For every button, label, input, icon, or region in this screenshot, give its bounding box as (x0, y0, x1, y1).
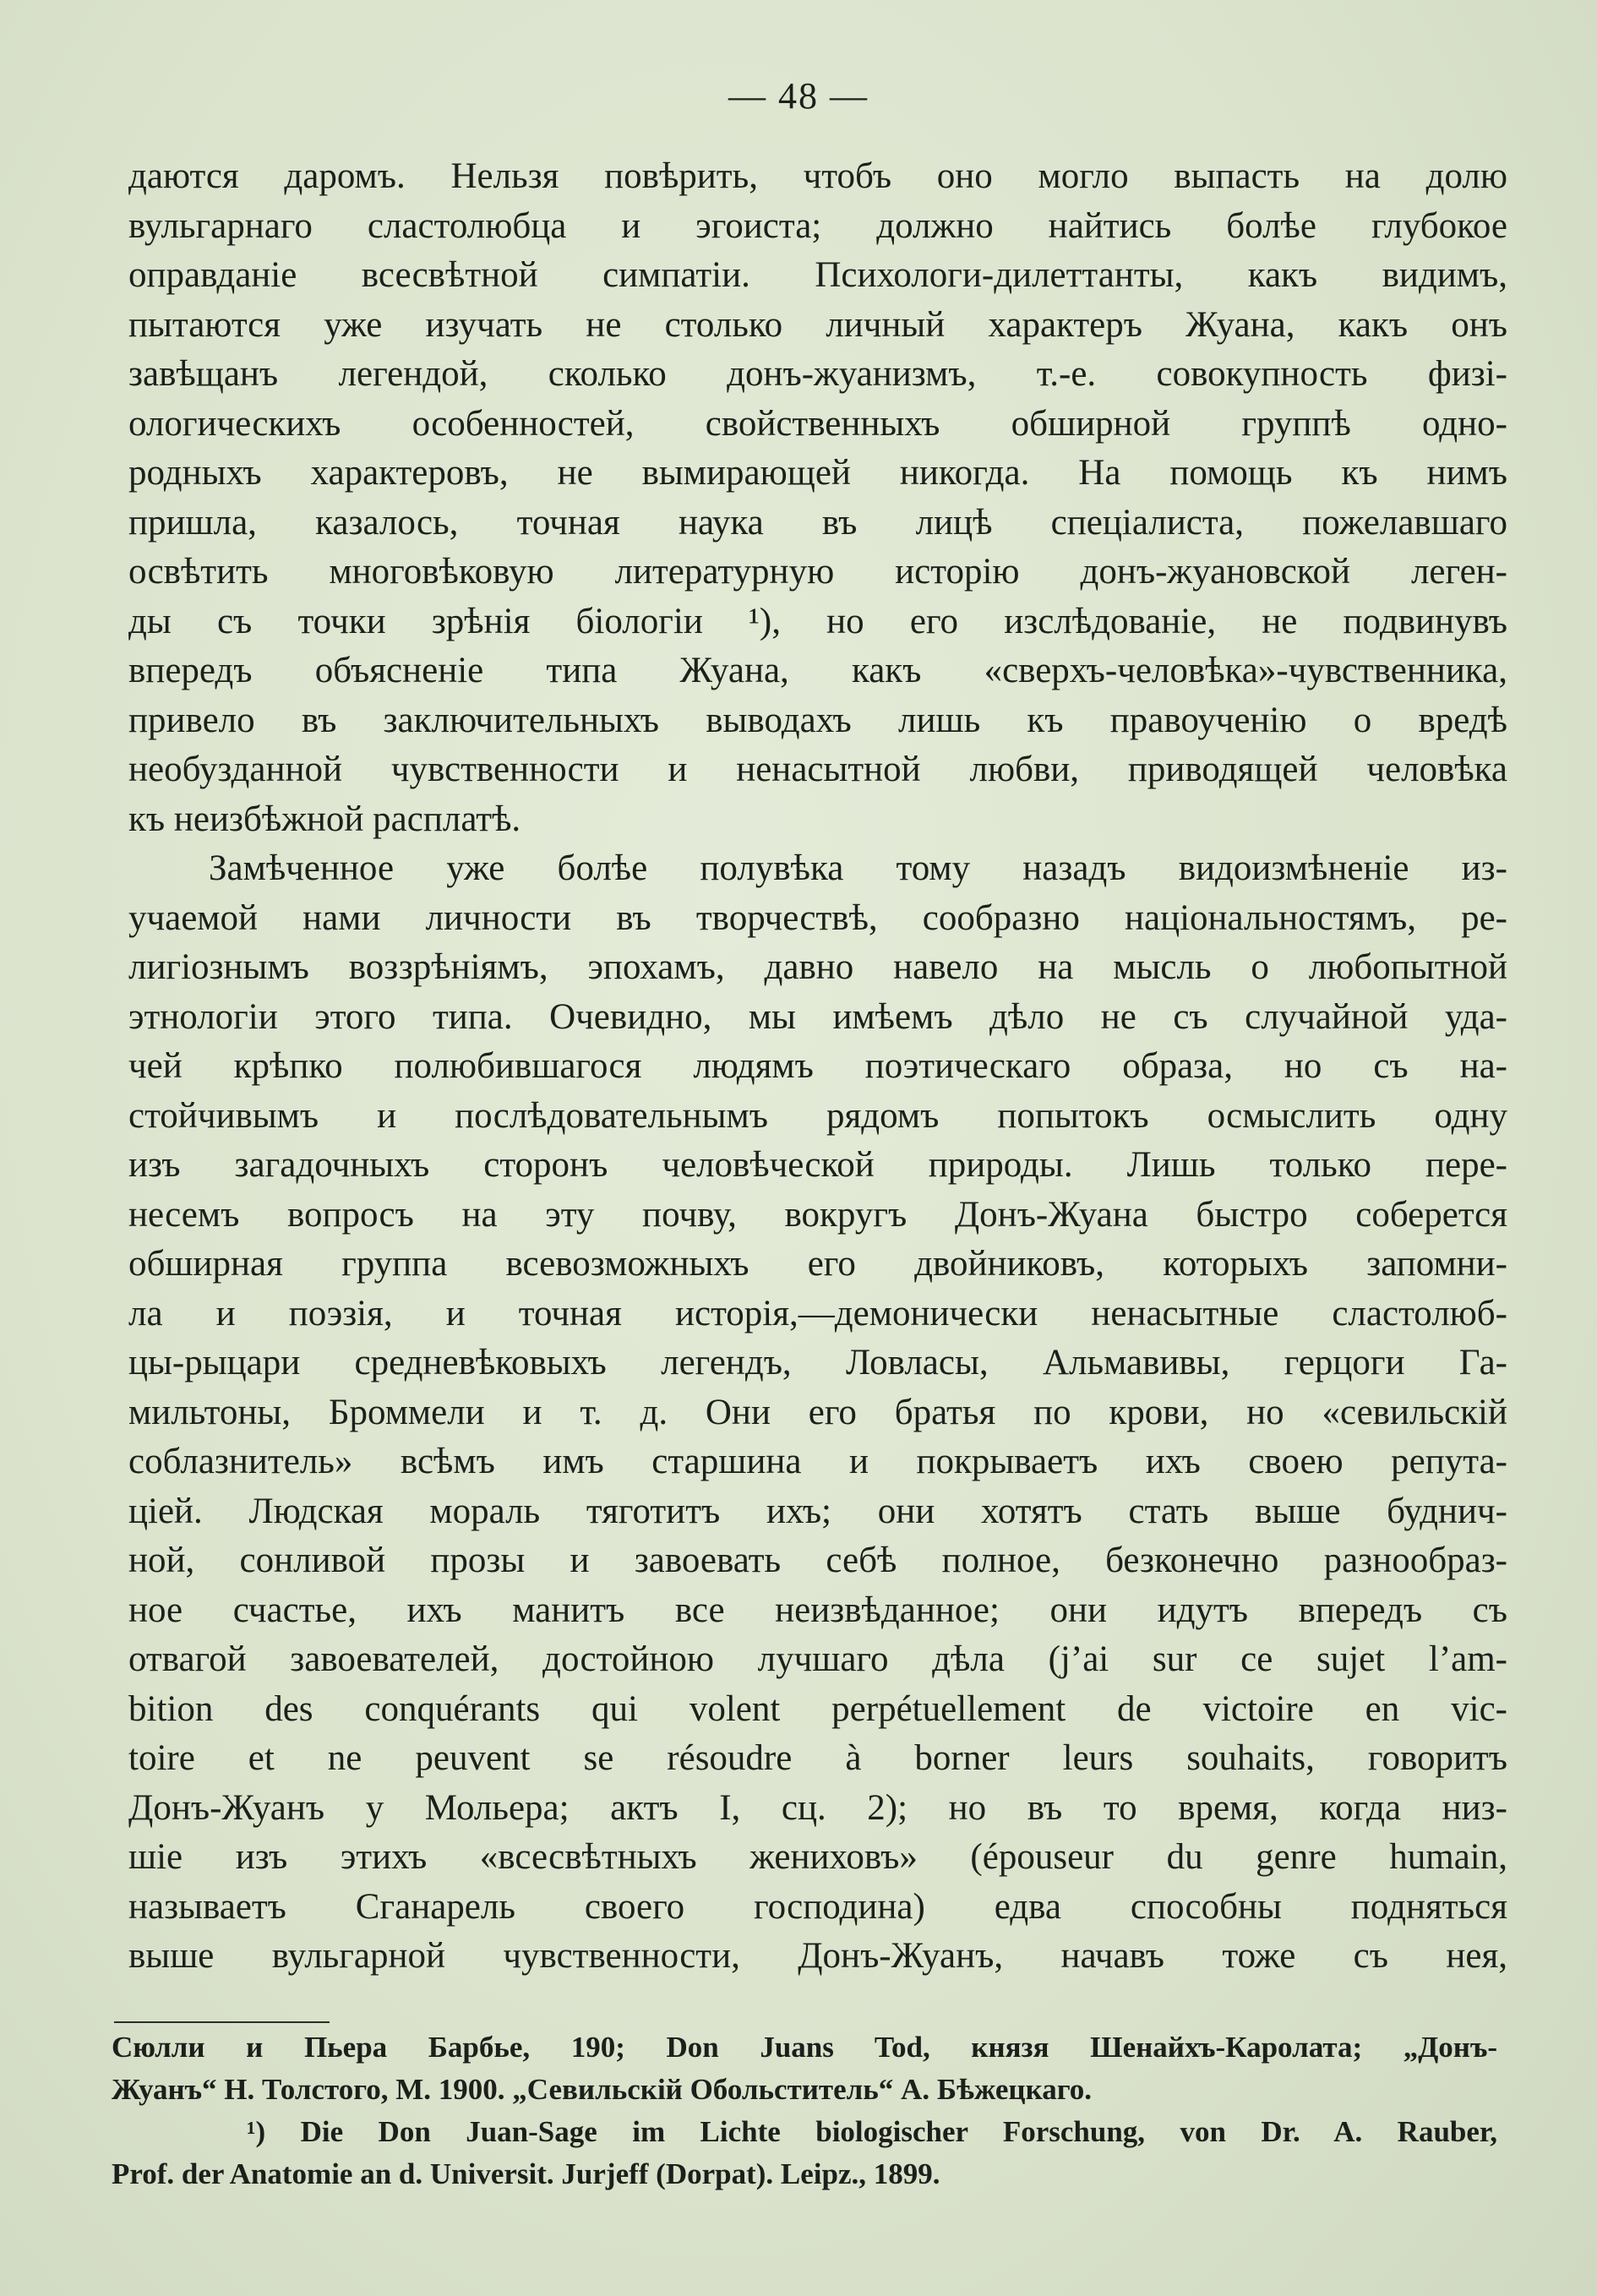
text-line: учаемой нами личности въ творчествѣ, сообразно національностямъ, ре- (128, 897, 1507, 938)
footnote-line: Сюлли и Пьера Барбье, 190; Don Juans Tod, князя Шенайхъ-Каролата; „Донъ- (112, 2031, 1497, 2064)
text-line: ной, сонливой прозы и завоевать себѣ полное, безконечно разнообраз- (128, 1541, 1507, 1580)
footnote-line: ¹) Die Don Juan-Sage im Lichte biologischer Forschung, von Dr. A. Rauber, (247, 2115, 1497, 2148)
footnote-divider (114, 2021, 330, 2023)
text-line: родныхъ характеровъ, не вымирающей никогда. На помощь къ нимъ (128, 453, 1507, 493)
text-line: ологическихъ особенностей, свойственныхъ обширной группѣ одно- (128, 403, 1507, 444)
text-line: стойчивымъ и послѣдовательнымъ рядомъ попытокъ осмыслить одну (128, 1095, 1507, 1136)
text-line: цы-рыцари средневѣковыхъ легендъ, Ловласы, Альмавивы, герцоги Га- (128, 1343, 1507, 1383)
text-line: къ неизбѣжной расплатѣ. (128, 799, 521, 839)
text-line: завѣщанъ легендой, сколько донъ-жуанизмъ, т.-е. совокупность физі- (128, 354, 1507, 394)
text-line: соблазнитель» всѣмъ имъ старшина и покрываетъ ихъ своею репута- (128, 1442, 1507, 1481)
text-line: даются даромъ. Нельзя повѣрить, чтобъ оно могло выпасть на долю (128, 156, 1507, 196)
text-line: чей крѣпко полюбившагося людямъ поэтическаго образа, но съ на- (128, 1046, 1507, 1086)
text-line: Донъ-Жуанъ у Мольера; актъ I, сц. 2); но въ то время, когда низ- (128, 1787, 1507, 1828)
text-line: ла и поэзія, и точная исторія,—демонически ненасытные сластолюб- (128, 1293, 1507, 1333)
text-line: ды съ точки зрѣнія біологіи ¹), но его изслѣдованіе, не подвинувъ (128, 601, 1507, 641)
text-line: этнологіи этого типа. Очевидно, мы имѣемъ дѣло не съ случайной уда- (128, 996, 1507, 1037)
text-line: пытаются уже изучать не столько личный характеръ Жуана, какъ онъ (128, 304, 1507, 345)
text-line: несемъ вопросъ на эту почву, вокругъ Донъ-Жуана быстро соберется (128, 1194, 1507, 1235)
text-line: выше вульгарной чувственности, Донъ-Жуанъ, начавъ тоже съ нея, (128, 1936, 1507, 1976)
text-line: обширная группа всевозможныхъ его двойниковъ, которыхъ запомни- (128, 1244, 1507, 1284)
text-line: bition des conquérants qui volent perpétuellement de victoire en vic- (128, 1688, 1507, 1729)
text-line: лигіознымъ воззрѣніямъ, эпохамъ, давно навело на мысль о любопытной (128, 947, 1507, 987)
text-line: оправданіе всесвѣтной симпатіи. Психологи-дилеттанты, какъ видимъ, (128, 255, 1507, 295)
text-line: Замѣченное уже болѣе полувѣка тому назадъ видоизмѣненіе из- (209, 848, 1507, 888)
footnote-line: Prof. der Anatomie an d. Universit. Jurjeff (Dorpat). Leipz., 1899. (112, 2157, 940, 2190)
text-line: освѣтить многовѣковую литературную исторію донъ-жуановской леген- (128, 552, 1507, 592)
text-line: называетъ Сганарель своего господина) едва способны подняться (128, 1886, 1507, 1927)
footnotes (112, 2026, 1497, 2195)
text-line: отвагой завоевателей, достойною лучшаго дѣла (j’ai sur ce sujet l’am- (128, 1639, 1507, 1679)
paragraph-1 (128, 152, 1507, 844)
text-line: ное счастье, ихъ манитъ все неизвѣданное; они идутъ впередъ съ (128, 1590, 1507, 1630)
footnote-line: Жуанъ“ Н. Толстого, М. 1900. „Севильскій Обольститель“ А. Бѣжецкаго. (112, 2073, 1092, 2106)
text-line: изъ загадочныхъ сторонъ человѣческой природы. Лишь только пере- (128, 1145, 1507, 1185)
main-text (128, 152, 1507, 1982)
text-line: пришла, казалось, точная наука въ лицѣ спеціалиста, пожелавшаго (128, 502, 1507, 543)
page-number: — 48 — (728, 75, 869, 117)
text-line: мильтоны, Броммели и т. д. Они его братья по крови, но «севильскій (128, 1392, 1507, 1432)
text-line: необузданной чувственности и ненасытной любви, приводящей человѣка (128, 750, 1507, 789)
text-line: привело въ заключительныхъ выводахъ лишь къ правоученію о вредѣ (128, 700, 1507, 740)
text-line: шіе изъ этихъ «всесвѣтныхъ жениховъ» (épouseur du genre humain, (128, 1837, 1507, 1877)
text-line: вульгарнаго сластолюбца и эгоиста; должно найтись болѣе глубокое (128, 205, 1507, 246)
paragraph-2 (128, 844, 1507, 1982)
text-line: впередъ объясненіе типа Жуана, какъ «сверхъ-человѣка»-чувственника, (128, 651, 1507, 690)
text-line: toire et ne peuvent se résoudre à borner leurs souhaits, говоритъ (128, 1738, 1507, 1778)
text-line: ціей. Людская мораль тяготитъ ихъ; они хотятъ стать выше буднич- (128, 1491, 1507, 1531)
